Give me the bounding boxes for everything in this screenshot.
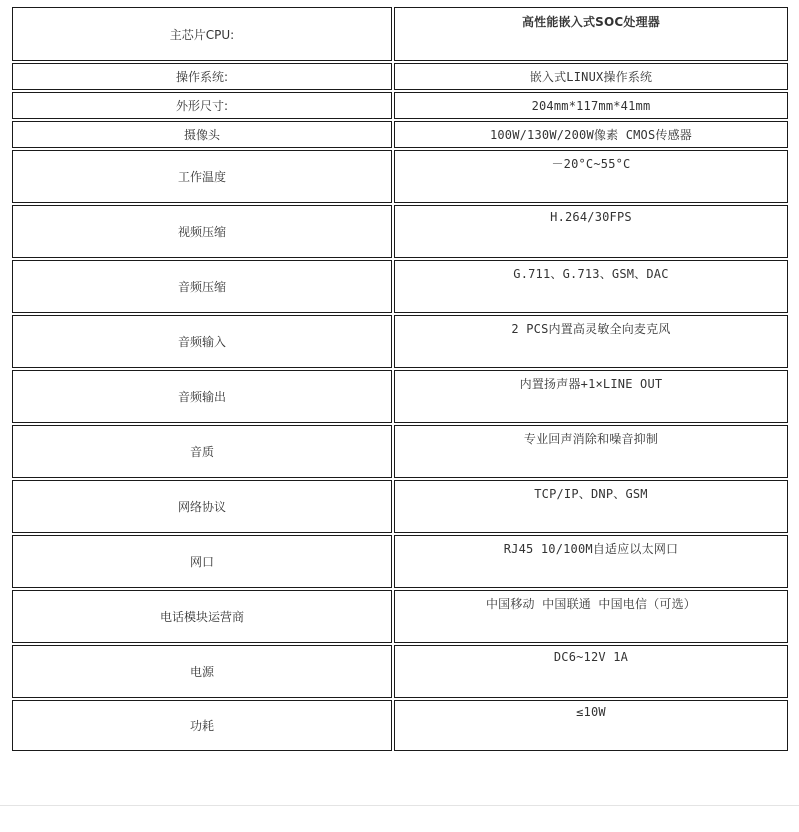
spec-label: 音质 — [12, 425, 392, 478]
spec-row-audio-quality — [12, 425, 788, 478]
divider — [0, 805, 799, 806]
spec-value: DC6~12V 1A — [553, 650, 629, 664]
spec-value: H.264/30FPS — [550, 210, 632, 224]
spec-label: 网络协议 — [12, 480, 392, 533]
spec-value-cell — [394, 63, 788, 90]
spec-label: 音频压缩 — [12, 260, 392, 313]
spec-value: 专业回声消除和噪音抑制 — [523, 432, 659, 446]
spec-value: 高性能嵌入式SOC处理器 — [521, 15, 660, 29]
spec-value: 嵌入式LINUX操作系统 — [529, 70, 653, 84]
spec-value: －20°C~55°C — [551, 157, 631, 171]
spec-value: 内置扬声器+1×LINE OUT — [519, 377, 663, 391]
spec-label: 工作温度 — [12, 150, 392, 203]
spec-row-power-supply — [12, 645, 788, 698]
spec-row-power-consumption — [12, 700, 788, 751]
spec-value-cell — [394, 205, 788, 258]
spec-label: 音频输入 — [12, 315, 392, 368]
spec-label: 视频压缩 — [12, 205, 392, 258]
spec-row-cpu — [12, 7, 788, 61]
spec-label: 网口 — [12, 535, 392, 588]
spec-row-video-compression — [12, 205, 788, 258]
spec-label: 音频输出 — [12, 370, 392, 423]
spec-value: 中国移动 中国联通 中国电信（可选） — [485, 597, 696, 611]
spec-value-cell — [394, 425, 788, 478]
spec-value-cell — [394, 700, 788, 751]
spec-value-cell — [394, 480, 788, 533]
spec-row-temperature — [12, 150, 788, 203]
spec-row-dimensions — [12, 92, 788, 119]
spec-value: 2 PCS内置高灵敏全向麦克风 — [511, 322, 671, 336]
spec-value: G.711、G.713、GSM、DAC — [513, 267, 669, 281]
spec-label: 功耗 — [12, 700, 392, 751]
spec-value: ≤10W — [576, 705, 606, 719]
spec-label: 外形尺寸: — [12, 92, 392, 119]
spec-value: 204mm*117mm*41mm — [531, 98, 651, 113]
spec-value: RJ45 10/100M自适应以太网口 — [503, 542, 679, 556]
spec-value-cell — [394, 260, 788, 313]
spec-row-audio-input — [12, 315, 788, 368]
spec-row-network-port — [12, 535, 788, 588]
spec-value-cell — [394, 645, 788, 698]
spec-value-cell — [394, 7, 788, 61]
spec-row-os — [12, 63, 788, 90]
spec-value: TCP/IP、DNP、GSM — [534, 487, 648, 501]
spec-value-cell — [394, 92, 788, 119]
spec-row-carrier — [12, 590, 788, 643]
spec-value-cell — [394, 370, 788, 423]
spec-label: 电源 — [12, 645, 392, 698]
spec-value-cell — [394, 315, 788, 368]
spec-row-audio-compression — [12, 260, 788, 313]
spec-row-audio-output — [12, 370, 788, 423]
spec-label: 摄像头 — [12, 121, 392, 148]
spec-table — [10, 5, 790, 753]
spec-value-cell — [394, 121, 788, 148]
spec-label: 主芯片CPU: — [12, 7, 392, 61]
spec-value-cell — [394, 590, 788, 643]
spec-value-cell — [394, 150, 788, 203]
spec-label: 电话模块运营商 — [12, 590, 392, 643]
spec-label: 操作系统: — [12, 63, 392, 90]
spec-row-camera — [12, 121, 788, 148]
spec-row-network-protocol — [12, 480, 788, 533]
spec-value: 100W/130W/200W像素 CMOS传感器 — [489, 128, 693, 142]
spec-value-cell — [394, 535, 788, 588]
